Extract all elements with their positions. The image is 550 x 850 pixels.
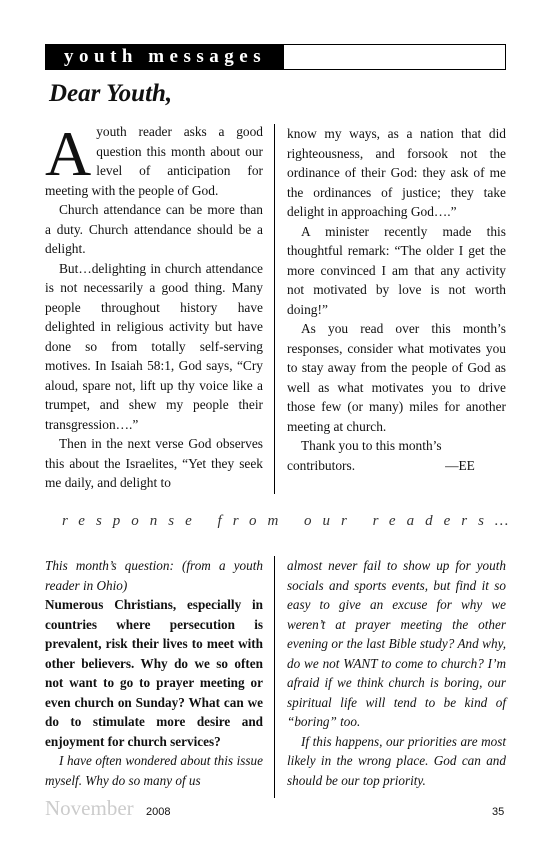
drop-cap: A — [45, 118, 92, 189]
editorial-paragraph: A minister recently made this thoughtful remark: “The older I get the more convinced I am that any activity not motivated by love is not worth doing!” — [287, 223, 506, 317]
editorial-column-right — [287, 124, 506, 475]
reader-answer-paragraph: almost never fail to show up for youth socials and sports events, but find it so easy to give an excuse for why we weren’t at prayer meeting the other evening or the last Bible study? And why, do we not WANT to come to church? I’m afraid if we think church is boring, our spiritual life will tend to be kind of “boring” too. — [287, 558, 506, 729]
editorial-paragraph: As you read over this month’s responses, consider what motivates you to stay away from the people of God as well as what motivates you to drive those few (or many) miles for another meeting at church. — [287, 321, 506, 434]
editorial-paragraph: know my ways, as a nation that did righteousness, and forsook not the ordinance of their God: they ask of me the ordinances of justice; they take delight in approaching God….” — [287, 126, 506, 219]
column-divider — [274, 556, 275, 798]
editorial-paragraph: Church attendance can be more than a duty. Church attendance should be a delight. — [45, 202, 263, 256]
editorial-paragraph: Ayouth reader asks a good question this month about our level of anticipation for meeting with the people of God. — [45, 118, 263, 198]
footer-year: 2008 — [146, 806, 171, 818]
section-header-bar — [45, 44, 506, 70]
reader-answer-paragraph: I have often wondered about this issue myself. Why do so many of us — [45, 753, 263, 788]
section-header-label: youth messages — [64, 46, 267, 67]
editor-signature: —EE — [445, 457, 475, 473]
editorial-column-left — [45, 118, 263, 493]
reader-answer-paragraph: If this happens, our priorities are most likely in the wrong place. God can and should be our top priority. — [287, 733, 506, 788]
responses-column-left — [45, 556, 263, 790]
footer-month: November — [45, 796, 134, 820]
page-title: Dear Youth, — [49, 80, 173, 107]
responses-section-divider: response from our readers… — [62, 513, 520, 529]
column-divider — [274, 124, 275, 494]
responses-column-right — [287, 556, 506, 790]
editorial-paragraph: Then in the next verse God observes this about the Israelites, “Yet they seek me daily, and delight to — [45, 436, 263, 490]
reader-question: Numerous Christians, especially in countries where persecution is prevalent, risk their lives to meet with other believers. Why do we so often not want to go to prayer meeting or even church on Sunday? What can we do to stimulate more desire and enjoyment for church services? — [45, 597, 263, 749]
question-intro: This month’s question: (from a youth reader in Ohio) — [45, 558, 263, 593]
editorial-paragraph: But…delighting in church attendance is not necessarily a good thing. Many people throughout history have delighted in religious activity but have done so from totally self-serving motives. In Isaiah 58:1, God says, “Cry aloud, spare not, lift up thy voice like a trumpet, and shew my people their transgression….” — [45, 260, 263, 432]
editorial-paragraph: Thank you to this month’s contributors. —EE — [287, 438, 475, 473]
page-number: 35 — [492, 806, 505, 818]
